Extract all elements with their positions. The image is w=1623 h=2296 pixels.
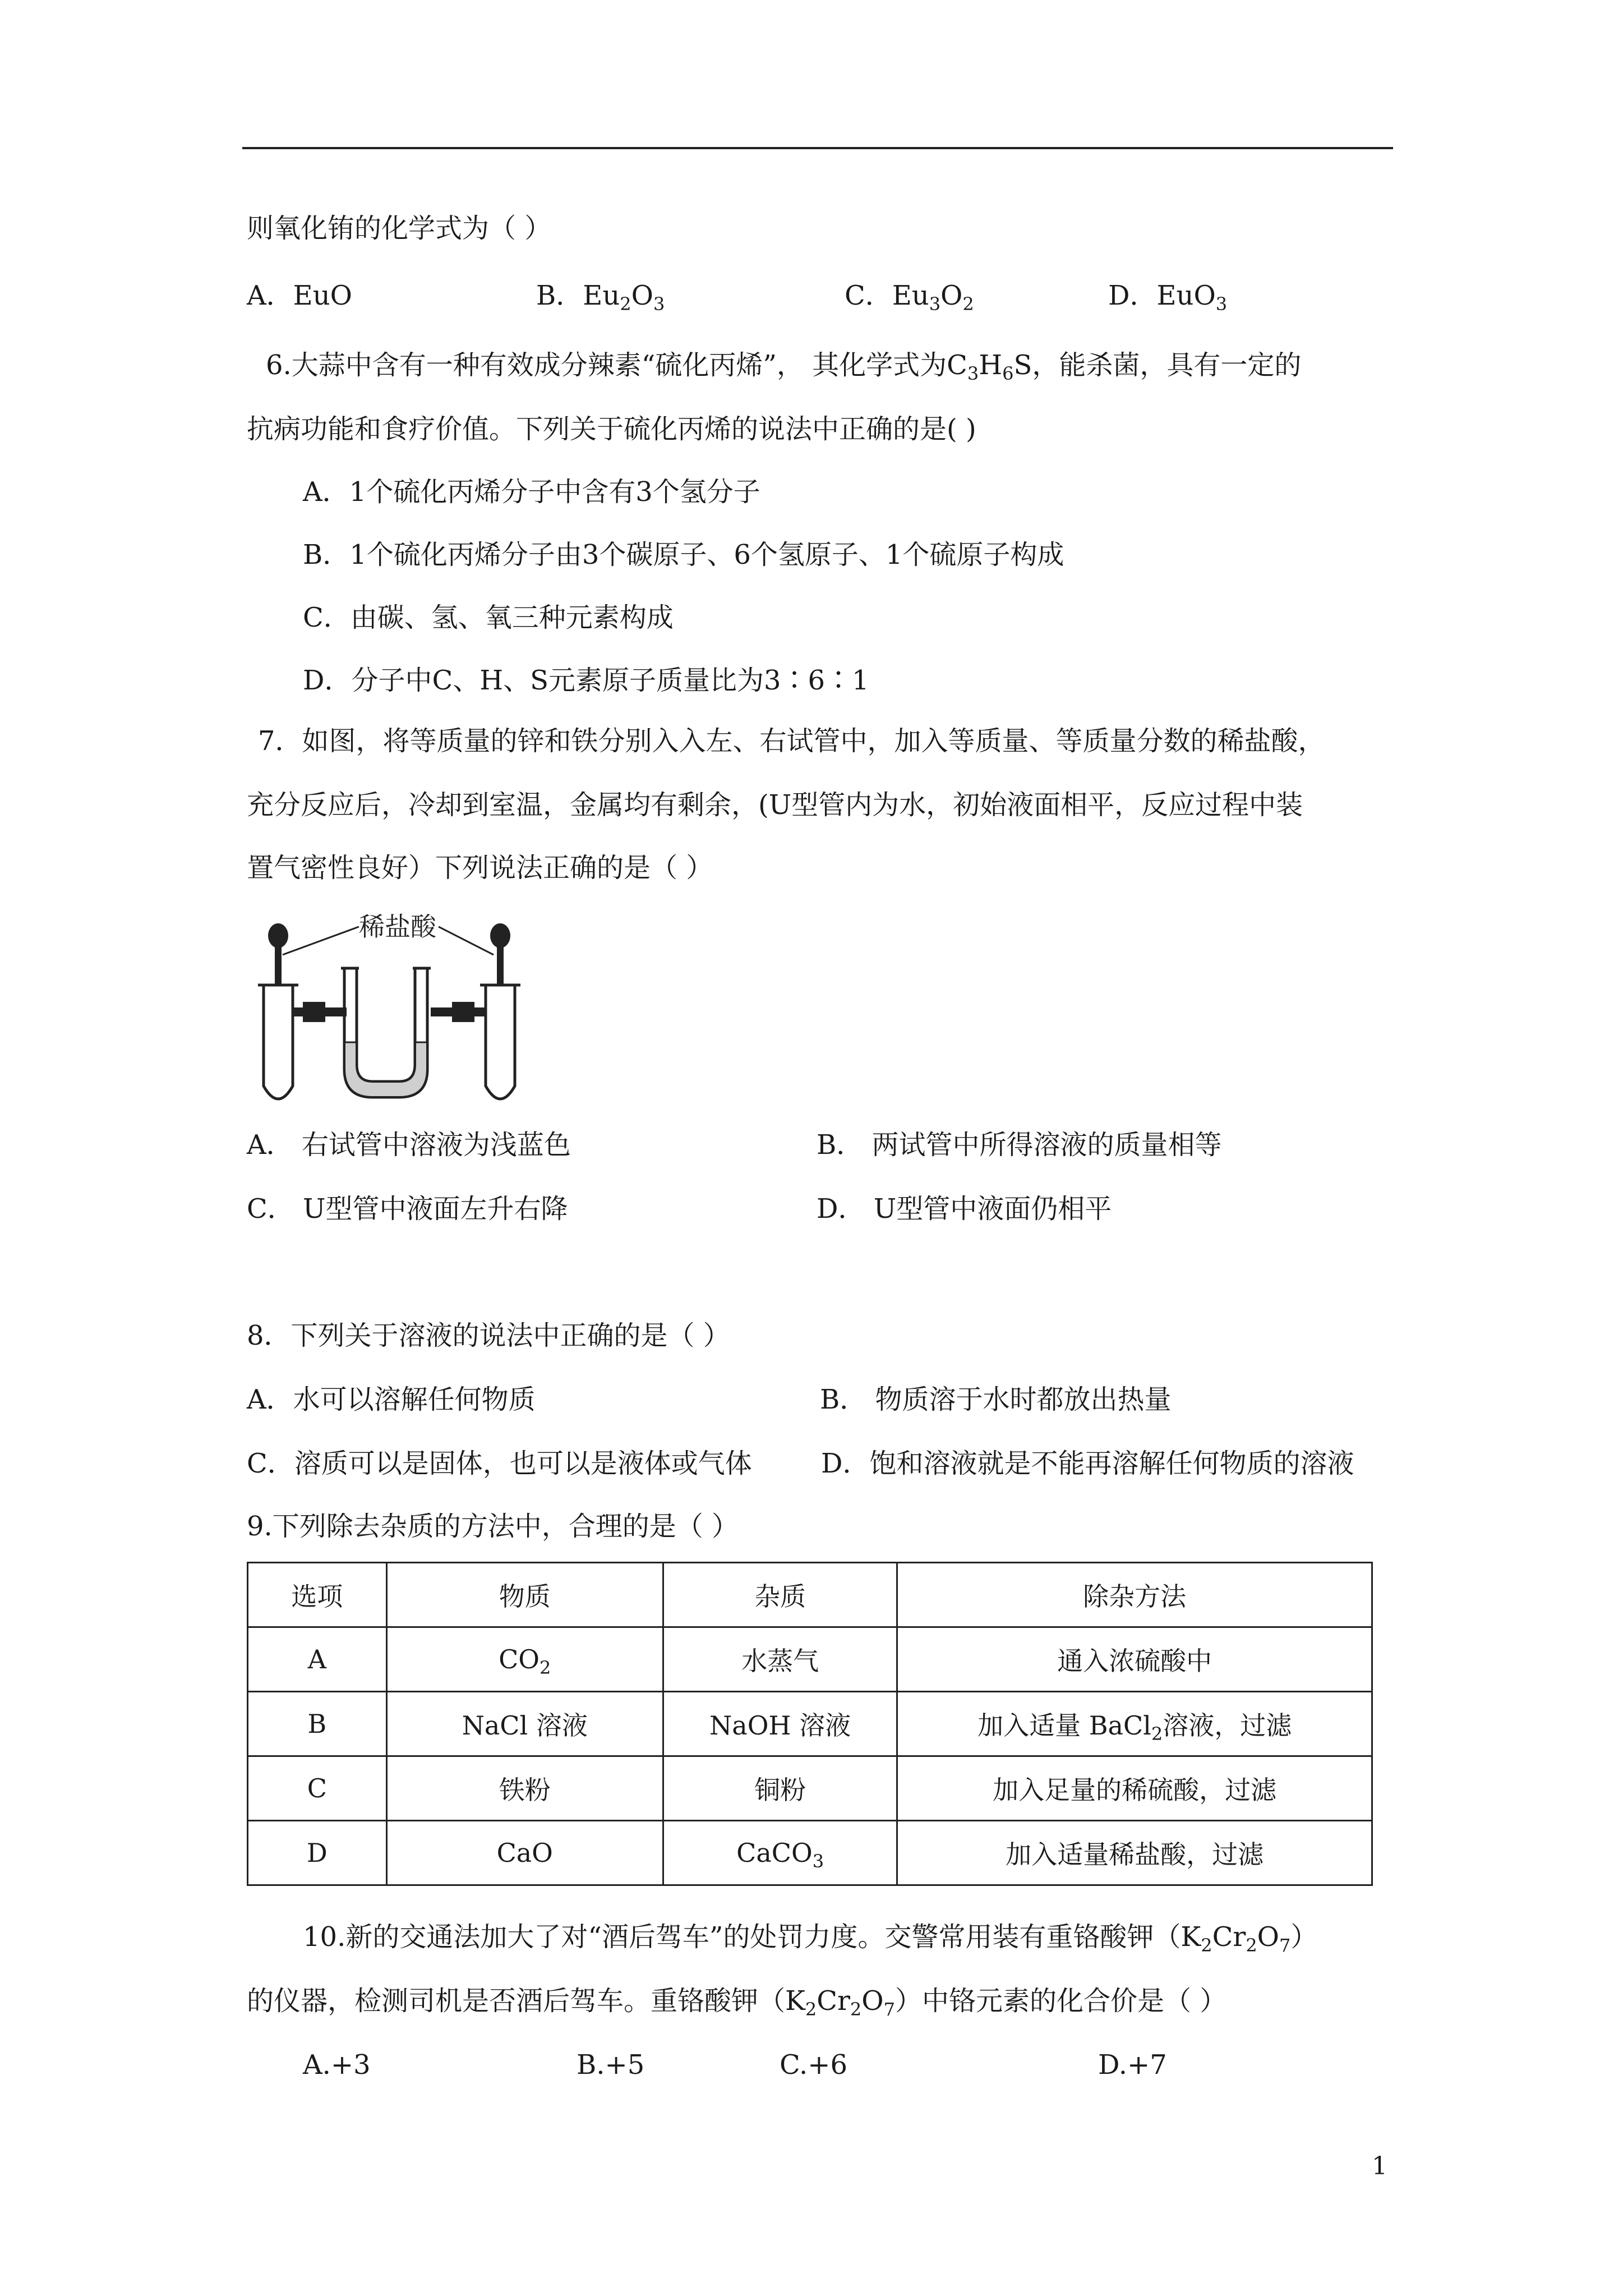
q7-line1: 7．如图，将等质量的锌和铁分别入入左、右试管中，加入等质量、等质量分数的稀盐酸， <box>258 725 1325 757</box>
q6-option-d: D．分子中C、H、S元素原子质量比为3∶6∶1 <box>303 665 869 696</box>
table-row <box>248 1627 1372 1692</box>
row-c-option: C <box>248 1756 387 1821</box>
q7-apparatus-figure <box>247 901 561 1114</box>
row-a-method: 通入浓硫酸中 <box>897 1627 1372 1692</box>
row-a-impurity: 水蒸气 <box>663 1627 897 1692</box>
page-number: 1 <box>1372 2152 1387 2180</box>
header-option: 选项 <box>248 1563 387 1627</box>
header-method: 除杂方法 <box>897 1563 1372 1627</box>
q5-option-a: A．EuO <box>247 280 352 311</box>
q6-option-c: C．由碳、氢、氧三种元素构成 <box>303 602 674 633</box>
table-row <box>248 1821 1372 1885</box>
table-row <box>248 1692 1372 1756</box>
q10-option-b: B.+5 <box>577 2049 645 2081</box>
row-c-method: 加入足量的稀硫酸，过滤 <box>897 1756 1372 1821</box>
q10-option-a: A.+3 <box>303 2049 371 2081</box>
q8-option-a: A．水可以溶解任何物质 <box>247 1384 536 1415</box>
q7-option-b: B． 两试管中所得溶液的质量相等 <box>817 1129 1222 1161</box>
q7-option-d: D． U型管中液面仍相平 <box>817 1193 1112 1225</box>
row-b-substance: NaCl 溶液 <box>386 1692 663 1756</box>
row-d-method: 加入适量稀盐酸，过滤 <box>897 1821 1372 1885</box>
row-a-substance: $CO_2$ <box>386 1627 663 1692</box>
q5-option-b: B．$Eu_2O_3$ <box>536 280 665 315</box>
row-c-impurity: 铜粉 <box>663 1756 897 1821</box>
q7-option-c: C． U型管中液面左升右降 <box>247 1193 568 1225</box>
q10-line1: 10.新的交通法加大了对“酒后驾车”的处罚力度。交警常用装有重铬酸钾$(K_2Cr_2O_7)$ <box>303 1921 1318 1956</box>
figure-label: 稀盐酸 <box>359 912 436 942</box>
q7-line2: 充分反应后，冷却到室温，金属均有剩余，(U型管内为水，初始液面相平，反应过程中装 <box>247 789 1303 821</box>
q6-line1: 6.大蒜中含有一种有效成分辣素“硫化丙烯”， 其化学式为$C_3H_6S$，能杀菌，具有一定的 <box>266 349 1302 384</box>
q5-option-d: D．EuO$_3$ <box>1108 280 1228 315</box>
q10-option-c: C.+6 <box>780 2049 848 2081</box>
table-header-row <box>248 1563 1372 1627</box>
row-a-option: A <box>248 1627 387 1692</box>
right-connector <box>431 1002 486 1022</box>
q9-stem: 9.下列除去杂质的方法中，合理的是（ ） <box>247 1511 739 1542</box>
q8-option-b: B． 物质溶于水时都放出热量 <box>820 1384 1172 1415</box>
q6-line2: 抗病功能和食疗价值。下列关于硫化丙烯的说法中正确的是( ) <box>247 413 976 445</box>
header-substance: 物质 <box>386 1563 663 1627</box>
header-impurity: 杂质 <box>663 1563 897 1627</box>
row-b-method: 加入适量 BaCl$_2$溶液，过滤 <box>897 1692 1372 1756</box>
row-b-option: B <box>248 1692 387 1756</box>
q6-option-a: A．1个硫化丙烯分子中含有3个氢分子 <box>303 476 760 508</box>
q8-option-c: C．溶质可以是固体，也可以是液体或气体 <box>247 1448 752 1479</box>
row-d-option: D <box>248 1821 387 1885</box>
q8-stem: 8．下列关于溶液的说法中正确的是（ ） <box>247 1320 730 1351</box>
left-test-tube <box>258 985 298 1099</box>
q10-line2: 的仪器，检测司机是否酒后驾车。重铬酸钾$(K_2Cr_2O_7)$中铬元素的化合价是（ ） <box>247 1985 1227 2020</box>
table-row <box>248 1756 1372 1821</box>
q10-option-d: D.+7 <box>1098 2049 1167 2081</box>
row-c-substance: 铁粉 <box>386 1756 663 1821</box>
left-connector <box>293 1002 347 1022</box>
q8-option-d: D．饱和溶液就是不能再溶解任何物质的溶液 <box>821 1448 1354 1479</box>
header-rule <box>242 147 1393 149</box>
row-b-impurity: NaOH 溶液 <box>663 1692 897 1756</box>
q5-option-c: C．$Eu_3O_2$ <box>845 280 974 315</box>
q6-option-b: B．1个硫化丙烯分子由3个碳原子、6个氢原子、1个硫原子构成 <box>303 539 1064 570</box>
q9-options-table <box>247 1562 1373 1886</box>
right-test-tube <box>480 985 520 1099</box>
q7-option-a: A． 右试管中溶液为浅蓝色 <box>247 1129 571 1161</box>
row-d-substance: CaO <box>386 1821 663 1885</box>
q7-line3: 置气密性良好）下列说法正确的是（ ） <box>247 852 713 884</box>
row-d-impurity: CaCO$_3$ <box>663 1821 897 1885</box>
q5-stem: 则氧化铕的化学式为（ ） <box>247 213 552 244</box>
